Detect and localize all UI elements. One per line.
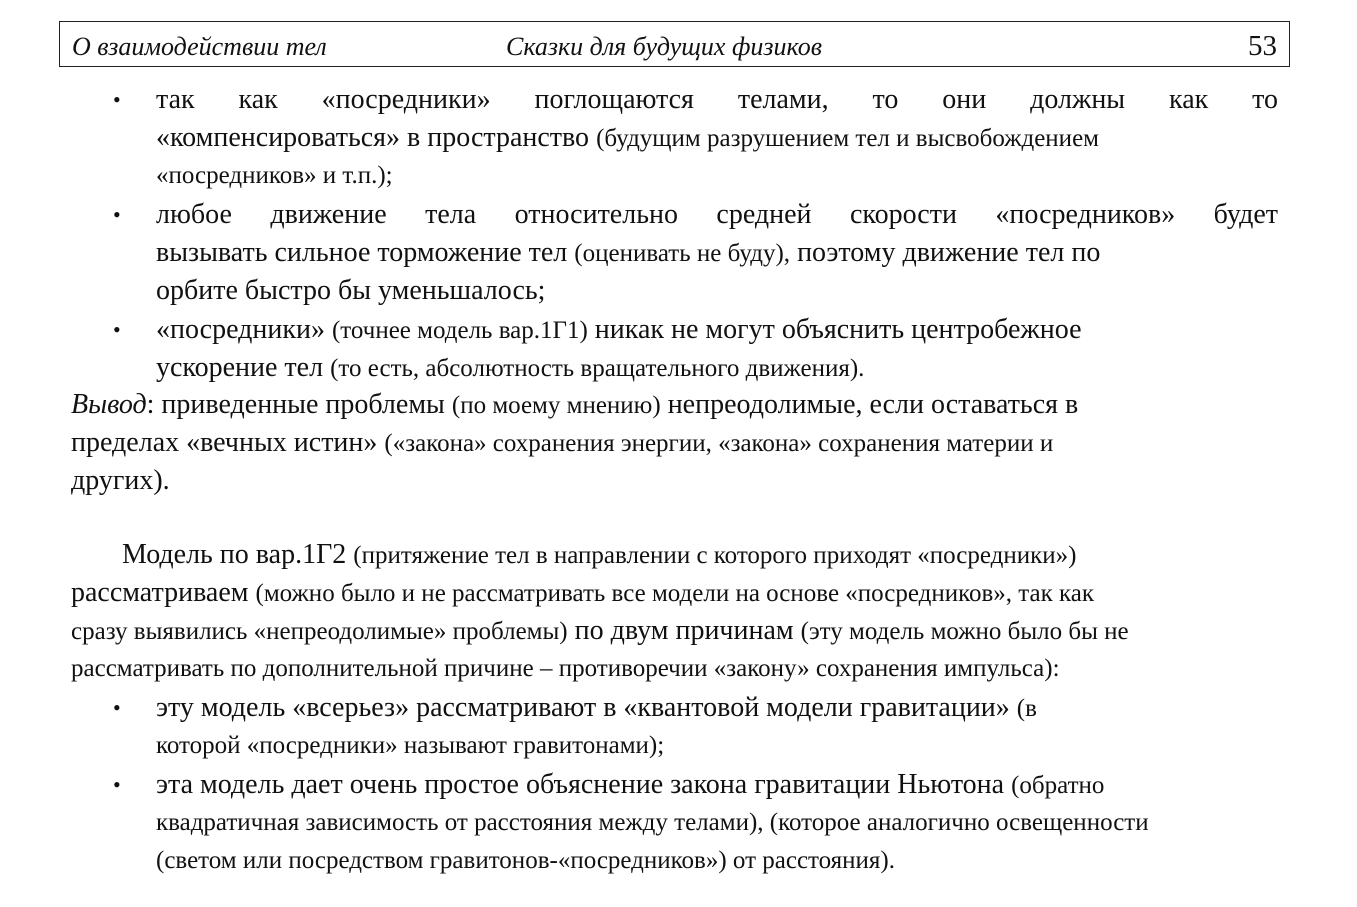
text-run-small: (по моему мнению)	[451, 392, 661, 419]
bullet-5-line-1	[156, 766, 1104, 804]
bullet-2-line-1: любое движение тела относительно средней скорости «посредников» будет	[156, 199, 1278, 230]
bullet-4-line-2: которой «посредники» называют гравитонами);	[156, 732, 665, 759]
bullet-5-line-3: (светом или посредством гравитонов-«посредников») от расстояния).	[156, 847, 896, 874]
paragraph-line-2	[71, 574, 1094, 612]
conclusion-label: Вывод	[71, 389, 147, 420]
bullet-2-line-3: орбите быстро бы уменьшалось;	[156, 275, 546, 306]
text-run-small: («закона» сохранения энергии, «закона» сохранения материи и	[384, 430, 1054, 457]
bullet-marker: •	[113, 87, 121, 112]
text-run-small: (в	[1016, 695, 1037, 722]
bullet-4-line-1	[156, 689, 1037, 727]
header-book-title: Сказки для будущих физиков	[506, 32, 823, 61]
bullet-3-line-2	[156, 349, 864, 387]
text-run-small: (притяжение тел в направлении с которого приходят «посредники»)	[353, 542, 1077, 569]
text-run-small: сразу выявились «непреодолимые» проблемы)	[71, 618, 568, 645]
bullet-2-line-2	[156, 234, 1100, 272]
paragraph-line-3	[71, 612, 1129, 650]
bullet-1-line-1: так как «посредники» поглощаются телами, то они должны как то	[156, 84, 1278, 115]
bullet-3-line-1	[156, 311, 1082, 349]
text-run: никак не могут объяснить центробежное	[587, 314, 1082, 345]
text-run: «посредники»	[156, 314, 332, 345]
bullet-5-line-2: квадратичная зависимость от расстояния между телами), (которое аналогично освещенности	[156, 809, 1149, 836]
text-run: : приведенные проблемы	[146, 389, 452, 420]
text-run: поэтому движение тел по	[790, 237, 1101, 268]
page-number: 53	[1248, 30, 1277, 62]
paragraph-line-1	[122, 536, 1076, 574]
text-run: непреодолимые, если оставаться в	[660, 389, 1079, 420]
text-run: по двум причинам	[567, 615, 801, 646]
text-run: ускорение тел	[156, 352, 331, 383]
bullet-marker: •	[113, 772, 121, 797]
conclusion-line-1	[71, 386, 1078, 424]
text-run: пределах «вечных истин»	[71, 427, 385, 458]
bullet-marker: •	[113, 695, 121, 720]
paragraph-line-4: рассматривать по дополнительной причине – противоречии «закону» сохранения импульса):	[71, 655, 1060, 682]
text-run: Модель по вар.1Г2	[122, 539, 354, 570]
header-section-title: О взаимодействии тел	[72, 32, 327, 61]
page-header	[59, 21, 1290, 67]
text-run: вызывать сильное торможение тел	[156, 237, 575, 268]
bullet-marker: •	[113, 202, 121, 227]
text-run-small: (можно было и не рассматривать все модели на основе «посредников», так как	[255, 580, 1095, 607]
text-run: рассматриваем	[71, 577, 256, 608]
text-run-small: (оценивать не буду),	[574, 240, 791, 267]
bullet-marker: •	[113, 317, 121, 342]
text-run-small: (то есть, абсолютность вращательного движения).	[330, 355, 865, 382]
text-run-small: (будущим разрушением тел и высвобождением	[596, 125, 1099, 152]
text-run-small: (эту модель можно было бы не	[800, 618, 1129, 645]
text-run-small: (обратно	[1011, 772, 1105, 799]
text-run: эту модель «всерьез» рассматривают в «квантовой модели гравитации»	[156, 692, 1017, 723]
bullet-1-line-2	[156, 119, 1099, 157]
conclusion-line-3: других).	[71, 465, 170, 496]
bullet-1-line-3: «посредников» и т.п.);	[156, 162, 393, 189]
text-run: «компенсироваться» в пространство	[156, 122, 597, 153]
text-run-small: (точнее модель вар.1Г1)	[331, 317, 588, 344]
text-run: эта модель дает очень простое объяснение закона гравитации Ньютона	[156, 769, 1012, 800]
conclusion-line-2	[71, 424, 1053, 462]
